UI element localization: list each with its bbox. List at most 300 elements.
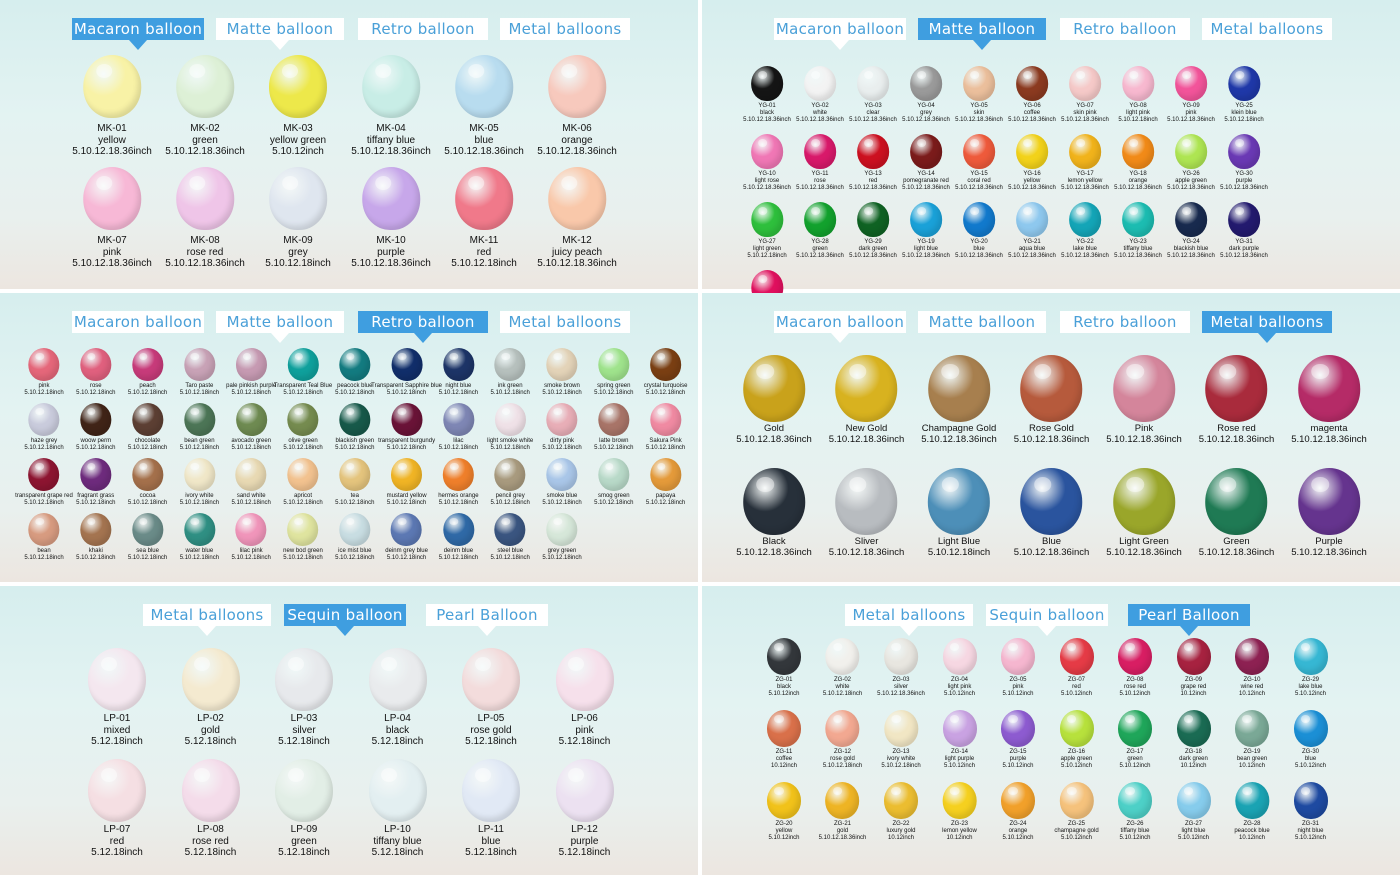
balloon-caption xyxy=(182,824,240,859)
tab-retro-balloon[interactable]: Retro balloon xyxy=(1060,311,1190,333)
panel-macaron xyxy=(0,0,698,289)
balloon-code: ZG-09 xyxy=(1184,677,1202,683)
balloon-caption xyxy=(128,493,167,507)
balloon-size: 5.10.12.18inch xyxy=(645,444,686,451)
balloon-name: transparent burgundy xyxy=(378,438,436,444)
balloon-name: lake blue xyxy=(1298,683,1323,690)
balloon-caption xyxy=(335,438,374,452)
balloon-size: 5.10.12inch xyxy=(1002,834,1034,841)
balloon-caption xyxy=(232,493,271,507)
balloon-icon xyxy=(184,513,215,546)
balloon-caption xyxy=(796,171,844,192)
balloon-caption xyxy=(487,438,533,452)
balloon-code: ZG-13 xyxy=(892,749,910,755)
balloon-caption xyxy=(743,171,791,192)
balloon-size: 5.10.12.18inch xyxy=(645,389,686,396)
balloon-icon xyxy=(963,66,995,101)
balloon-item xyxy=(491,513,530,562)
balloon-caption xyxy=(1118,821,1152,842)
balloon-item xyxy=(269,55,327,158)
balloon-size: 5.10.12.18inch xyxy=(127,389,168,396)
balloon-icon xyxy=(339,403,370,436)
balloon-icon xyxy=(495,458,526,491)
balloon-icon xyxy=(391,348,422,381)
balloon-caption xyxy=(594,438,633,452)
balloon-size: 5.10.12.18inch xyxy=(335,554,375,561)
balloon-item xyxy=(928,468,990,559)
tab-matte-balloon[interactable]: Matte balloon xyxy=(216,18,344,40)
balloon-size: 5.10.12.18inch xyxy=(490,389,530,396)
tab-matte-balloon[interactable]: Matte balloon xyxy=(918,18,1046,40)
balloon-icon xyxy=(1294,638,1328,675)
balloon-caption xyxy=(1177,677,1211,698)
balloon-caption xyxy=(542,438,581,452)
balloon-name: blue xyxy=(1304,755,1317,762)
balloon-icon xyxy=(835,355,897,422)
balloon-icon xyxy=(1020,355,1082,422)
balloon-name: woow perm xyxy=(80,438,112,444)
balloon-caption xyxy=(24,548,63,562)
balloon-caption xyxy=(1060,677,1094,698)
balloon-icon xyxy=(339,513,370,546)
balloon-item xyxy=(128,513,167,562)
balloon-item xyxy=(351,55,431,158)
balloon-size: 5.12.18inch xyxy=(278,847,330,858)
balloon-caption xyxy=(1234,821,1269,842)
balloon-size: 5.10.12.18inch xyxy=(127,499,168,506)
balloon-name: spring green xyxy=(597,383,631,389)
balloon-name: ivory white xyxy=(185,493,214,499)
balloon-item xyxy=(226,348,276,397)
balloon-item xyxy=(849,66,897,124)
balloon-icon xyxy=(1113,468,1175,535)
balloon-code: YG-05 xyxy=(970,103,988,109)
balloon-icon xyxy=(804,134,836,169)
balloon-size: 5.10.12.18inch xyxy=(542,389,582,396)
balloon-caption xyxy=(351,235,431,270)
balloon-size: 5.10.12.18inch xyxy=(386,499,427,506)
balloon-code: YG-28 xyxy=(811,239,829,245)
balloon-code: ZG-07 xyxy=(1067,677,1085,683)
balloon-caption xyxy=(283,548,323,562)
balloon-icon xyxy=(184,403,215,436)
balloon-caption xyxy=(736,424,812,446)
balloon-caption xyxy=(165,123,245,158)
balloon-caption xyxy=(283,438,322,452)
balloon-name: black xyxy=(385,724,410,736)
balloon-item xyxy=(537,55,617,158)
balloon-item xyxy=(1291,468,1367,559)
tab-matte-balloon[interactable]: Matte balloon xyxy=(216,311,344,333)
balloon-item xyxy=(1199,468,1275,559)
balloon-caption xyxy=(1294,749,1328,770)
balloon-icon xyxy=(182,648,240,711)
balloon-caption xyxy=(1114,239,1162,260)
tab-retro-balloon[interactable]: Retro balloon xyxy=(358,311,488,333)
balloon-size: 5.10.12.18inch xyxy=(179,389,220,396)
balloon-size: 5.10.12.18inch xyxy=(542,444,582,451)
tab-pearl-balloon[interactable]: Pearl Balloon xyxy=(426,604,548,626)
balloon-caption xyxy=(180,383,219,397)
balloon-name: smog green xyxy=(597,493,630,499)
balloon-caption xyxy=(849,171,897,192)
balloon-name: Purple xyxy=(1315,536,1343,547)
balloon-icon xyxy=(339,458,370,491)
balloon-size: 5.10.12.18inch xyxy=(179,499,220,506)
balloon-item xyxy=(1060,638,1094,698)
balloon-name: rose gold xyxy=(830,755,855,762)
balloon-icon xyxy=(884,782,918,819)
balloon-code: ZG-31 xyxy=(1301,821,1319,827)
panel-sequin xyxy=(0,586,698,875)
balloon-size: 5.10.12.18inch xyxy=(76,444,116,451)
tab-macaron-balloon[interactable]: Macaron balloon xyxy=(775,20,905,38)
balloon-item xyxy=(1008,134,1056,192)
balloon-icon xyxy=(1016,202,1048,237)
panel-metal xyxy=(702,293,1400,582)
balloon-size: 5.10.12.18inch xyxy=(490,444,530,451)
balloon-icon xyxy=(288,458,319,491)
tab-metal-balloons[interactable]: Metal balloons xyxy=(500,311,630,333)
balloon-size: 5.12.18inch xyxy=(278,736,330,747)
balloon-item xyxy=(335,403,374,452)
balloon-item xyxy=(819,782,867,842)
balloon-name: bean green xyxy=(1236,755,1268,762)
balloon-code: MK-04 xyxy=(376,123,406,134)
balloon-size: 5.10.12inch xyxy=(1177,834,1210,841)
tab-retro-balloon[interactable]: Retro balloon xyxy=(1060,18,1190,40)
balloon-icon xyxy=(132,348,163,381)
balloon-size: 5.10.12inch xyxy=(1060,690,1093,697)
balloon-icon xyxy=(1228,134,1260,169)
balloon-item xyxy=(955,202,1003,260)
balloon-item xyxy=(1235,638,1269,698)
balloon-name: luxury gold xyxy=(886,827,916,834)
balloon-size: 5.10.12.18.36inch xyxy=(72,258,152,269)
balloon-caption xyxy=(646,438,685,452)
balloon-name: coral red xyxy=(967,177,991,184)
balloon-caption xyxy=(1199,424,1275,446)
balloon-code: LP-04 xyxy=(384,713,411,724)
tab-metal-balloons[interactable]: Metal balloons xyxy=(500,18,630,40)
balloon-item xyxy=(1118,782,1152,842)
balloon-name: wine red xyxy=(1240,683,1264,690)
balloon-item xyxy=(369,648,427,748)
balloon-name: night blue xyxy=(445,383,472,389)
balloon-caption xyxy=(747,239,786,260)
balloon-item xyxy=(378,403,435,452)
balloon-caption xyxy=(644,383,688,397)
balloon-size: 5.10.12.18inch xyxy=(927,546,991,558)
balloon-icon xyxy=(1118,638,1152,675)
balloon-name: Champagne Gold xyxy=(921,423,997,434)
panel-retro xyxy=(0,293,698,582)
balloon-code: MK-08 xyxy=(190,235,220,246)
balloon-name: green xyxy=(192,134,218,146)
tab-macaron-balloon[interactable]: Macaron balloon xyxy=(73,20,203,38)
balloon-caption xyxy=(829,424,905,446)
balloon-caption xyxy=(335,493,374,507)
balloon-icon xyxy=(826,638,860,675)
balloon-item xyxy=(335,458,374,507)
balloon-code: YG-22 xyxy=(1076,239,1094,245)
balloon-item xyxy=(1118,710,1152,770)
balloon-size: 5.12.18inch xyxy=(371,736,424,747)
balloon-code: YG-25 xyxy=(1235,103,1253,109)
balloon-caption xyxy=(1106,537,1182,559)
tab-macaron-balloon[interactable]: Macaron balloon xyxy=(73,313,203,331)
tab-metal-balloons[interactable]: Metal balloons xyxy=(845,604,973,626)
balloon-size: 5.10.12.18.36inch xyxy=(1114,252,1162,259)
balloon-size: 5.12.18inch xyxy=(91,736,143,747)
balloon-name: pink xyxy=(575,724,594,736)
balloon-size: 5.10.12.18.36inch xyxy=(955,116,1003,123)
balloon-name: light green xyxy=(752,245,782,252)
balloon-icon xyxy=(1235,782,1269,819)
balloon-icon xyxy=(455,167,513,230)
balloon-item xyxy=(537,167,617,270)
balloon-caption xyxy=(1118,677,1152,698)
balloon-code: YG-01 xyxy=(758,103,776,109)
balloon-item xyxy=(1167,66,1215,124)
balloon-name: grape red xyxy=(1180,683,1207,690)
balloon-icon xyxy=(650,403,681,436)
balloon-size: 5.10.12.18.36inch xyxy=(736,546,812,558)
balloon-code: YG-15 xyxy=(970,171,988,177)
balloon-item xyxy=(542,513,581,562)
tab-matte-balloon[interactable]: Matte balloon xyxy=(918,311,1046,333)
balloon-size: 5.10.12.18.36inch xyxy=(921,433,997,445)
balloon-caption xyxy=(646,493,685,507)
balloon-name: pink xyxy=(1012,683,1024,690)
balloon-icon xyxy=(547,458,578,491)
balloon-size: 5.10.12inch xyxy=(1002,762,1034,769)
balloon-caption xyxy=(955,171,1003,192)
balloon-item xyxy=(76,348,115,397)
balloon-item xyxy=(646,403,685,452)
balloon-name: sand white xyxy=(236,493,266,499)
balloon-size: 5.10.12.18inch xyxy=(231,554,271,561)
balloon-caption xyxy=(955,239,1003,260)
balloon-item xyxy=(1294,710,1328,770)
balloon-item xyxy=(796,66,844,124)
balloon-icon xyxy=(288,403,319,436)
balloon-caption xyxy=(902,171,950,192)
balloon-icon xyxy=(443,513,474,546)
balloon-size: 5.10.12.18.36inch xyxy=(1291,546,1367,558)
balloon-icon xyxy=(184,458,215,491)
tab-macaron-balloon[interactable]: Macaron balloon xyxy=(775,313,905,331)
balloon-item xyxy=(180,348,219,397)
balloon-caption xyxy=(823,677,862,698)
balloon-caption xyxy=(439,438,478,452)
balloon-caption xyxy=(942,821,977,842)
balloon-size: 5.10.12.18.36inch xyxy=(902,184,950,191)
balloon-icon xyxy=(1069,202,1101,237)
balloon-caption xyxy=(1001,677,1035,698)
balloon-item xyxy=(646,458,685,507)
balloon-item xyxy=(1294,638,1328,698)
balloon-icon xyxy=(1235,710,1269,747)
balloon-item xyxy=(128,458,167,507)
balloon-item xyxy=(902,66,950,124)
balloon-name: lilac xyxy=(453,438,464,444)
balloon-name: lemon yellow xyxy=(942,827,977,834)
balloon-caption xyxy=(275,713,333,748)
balloon-icon xyxy=(80,403,111,436)
balloon-name: yellow xyxy=(98,134,126,146)
balloon-size: 5.10.12inch xyxy=(1294,834,1327,841)
balloon-caption xyxy=(736,537,812,559)
balloon-name: juicy peach xyxy=(551,246,603,258)
balloon-size: 5.12.18inch xyxy=(465,736,517,747)
balloon-name: Light Blue xyxy=(937,536,981,547)
balloon-item xyxy=(128,348,167,397)
balloon-caption xyxy=(439,548,478,562)
balloon-size: 10.12inch xyxy=(946,834,973,841)
balloon-name: mixed xyxy=(103,724,131,736)
balloon-item xyxy=(1106,355,1182,446)
balloon-icon xyxy=(1228,66,1260,101)
balloon-icon xyxy=(835,468,897,535)
tab-metal-balloons[interactable]: Metal balloons xyxy=(1202,18,1332,40)
balloon-code: LP-10 xyxy=(384,824,411,835)
balloon-size: 10.12inch xyxy=(1238,762,1266,769)
balloon-caption xyxy=(1061,103,1109,124)
balloon-name: haze grey xyxy=(30,438,58,444)
balloon-size: 5.10.12.18inch xyxy=(76,554,116,561)
balloon-icon xyxy=(236,513,267,546)
balloon-item xyxy=(1167,202,1215,260)
balloon-icon xyxy=(767,710,801,747)
balloon-size: 5.10.12.18.36inch xyxy=(537,258,617,269)
balloon-item xyxy=(24,403,63,452)
balloon-size: 5.10.12.18inch xyxy=(76,499,116,506)
balloon-name: tiffany blue xyxy=(1123,245,1153,252)
balloon-item xyxy=(1118,66,1157,124)
balloon-name: pink xyxy=(1185,109,1197,116)
balloon-size: 5.10.12.18inch xyxy=(1224,116,1264,123)
balloon-caption xyxy=(542,548,581,562)
balloon-icon xyxy=(236,348,267,381)
balloon-name: fragrant grass xyxy=(77,493,115,499)
balloon-icon xyxy=(275,759,333,822)
balloon-name: gold xyxy=(201,724,220,736)
balloon-name: white xyxy=(835,683,850,690)
balloon-name: pencil grey xyxy=(495,493,525,499)
balloon-name: coffee xyxy=(1023,109,1041,116)
tab-sequin-balloon[interactable]: Sequin balloon xyxy=(284,604,406,626)
balloon-caption xyxy=(767,677,801,698)
balloon-size: 5.10.12.18.36inch xyxy=(1013,546,1090,558)
tab-metal-balloons[interactable]: Metal balloons xyxy=(1202,311,1332,333)
tab-metal-balloons[interactable]: Metal balloons xyxy=(143,604,271,626)
balloon-size: 5.10.12inch xyxy=(1119,762,1151,769)
balloon-size: 5.10.12.18.36inch xyxy=(1008,184,1056,191)
tab-retro-balloon[interactable]: Retro balloon xyxy=(358,18,488,40)
balloon-item xyxy=(265,167,331,270)
balloon-name: red xyxy=(1072,683,1081,690)
balloon-icon xyxy=(1069,66,1101,101)
balloon-item xyxy=(823,710,862,770)
balloon-caption xyxy=(369,713,427,748)
balloon-item xyxy=(24,348,63,397)
balloon-name: lilac pink xyxy=(239,548,263,554)
balloon-code: ZG-08 xyxy=(1126,677,1144,683)
balloon-item xyxy=(335,348,374,397)
balloon-size: 5.10.12.18inch xyxy=(438,389,479,396)
balloon-size: 5.10.12.18.36inch xyxy=(902,252,950,259)
balloon-caption xyxy=(378,438,435,452)
balloon-icon xyxy=(928,468,990,535)
tab-sequin-balloon[interactable]: Sequin balloon xyxy=(986,604,1108,626)
balloon-size: 5.10.12.18.36inch xyxy=(1198,546,1275,558)
balloon-icon xyxy=(83,167,141,230)
balloon-size: 5.10.12.18.36inch xyxy=(955,252,1003,259)
balloon-item xyxy=(1001,710,1035,770)
balloon-size: 5.12.18inch xyxy=(184,847,237,858)
balloon-item xyxy=(76,513,115,562)
balloon-caption xyxy=(849,239,897,260)
balloon-item xyxy=(72,55,152,158)
balloon-caption xyxy=(371,383,442,397)
balloon-caption xyxy=(823,749,862,770)
balloon-icon xyxy=(963,134,995,169)
balloon-size: 5.10.12inch xyxy=(1002,690,1034,697)
balloon-caption xyxy=(128,548,167,562)
balloon-code: YG-20 xyxy=(970,239,988,245)
balloon-item xyxy=(1234,782,1269,842)
balloon-icon xyxy=(495,403,526,436)
balloon-icon xyxy=(556,648,614,711)
balloon-icon xyxy=(132,403,163,436)
balloon-caption xyxy=(902,239,950,260)
balloon-item xyxy=(487,403,533,452)
balloon-name: dark green xyxy=(858,245,888,252)
balloon-size: 10.12inch xyxy=(1238,690,1266,697)
balloon-name: lemon yellow xyxy=(1067,177,1103,184)
balloon-code: MK-01 xyxy=(97,123,127,134)
balloon-icon xyxy=(29,403,60,436)
balloon-name: hermes orange xyxy=(438,493,479,499)
balloon-name: deinm grey blue xyxy=(385,548,428,554)
balloon-caption xyxy=(1054,821,1098,842)
balloon-icon xyxy=(826,782,860,819)
balloon-size: 5.10.12inch xyxy=(272,146,324,157)
balloon-item xyxy=(542,348,581,397)
balloon-name: smoke blue xyxy=(546,493,578,499)
balloon-item xyxy=(796,202,844,260)
balloon-name: olive green xyxy=(288,438,318,444)
balloon-icon xyxy=(1228,202,1260,237)
balloon-item xyxy=(1001,782,1035,842)
tab-pearl-balloon[interactable]: Pearl Balloon xyxy=(1128,604,1250,626)
balloon-name: blackish green xyxy=(335,438,375,444)
balloon-code: YG-11 xyxy=(811,171,829,177)
balloon-name: Black xyxy=(762,536,786,547)
balloon-caption xyxy=(1294,677,1328,698)
balloon-name: Light Green xyxy=(1119,536,1169,547)
balloon-caption xyxy=(165,235,245,270)
balloon-name: ice mist blue xyxy=(338,548,372,554)
balloon-caption xyxy=(439,383,478,397)
balloon-name: skin xyxy=(973,109,985,116)
balloon-icon xyxy=(857,202,889,237)
balloon-item xyxy=(1114,134,1162,192)
balloon-name: rose xyxy=(89,383,102,389)
balloon-icon xyxy=(751,134,783,169)
balloon-name: rose gold xyxy=(470,724,512,736)
